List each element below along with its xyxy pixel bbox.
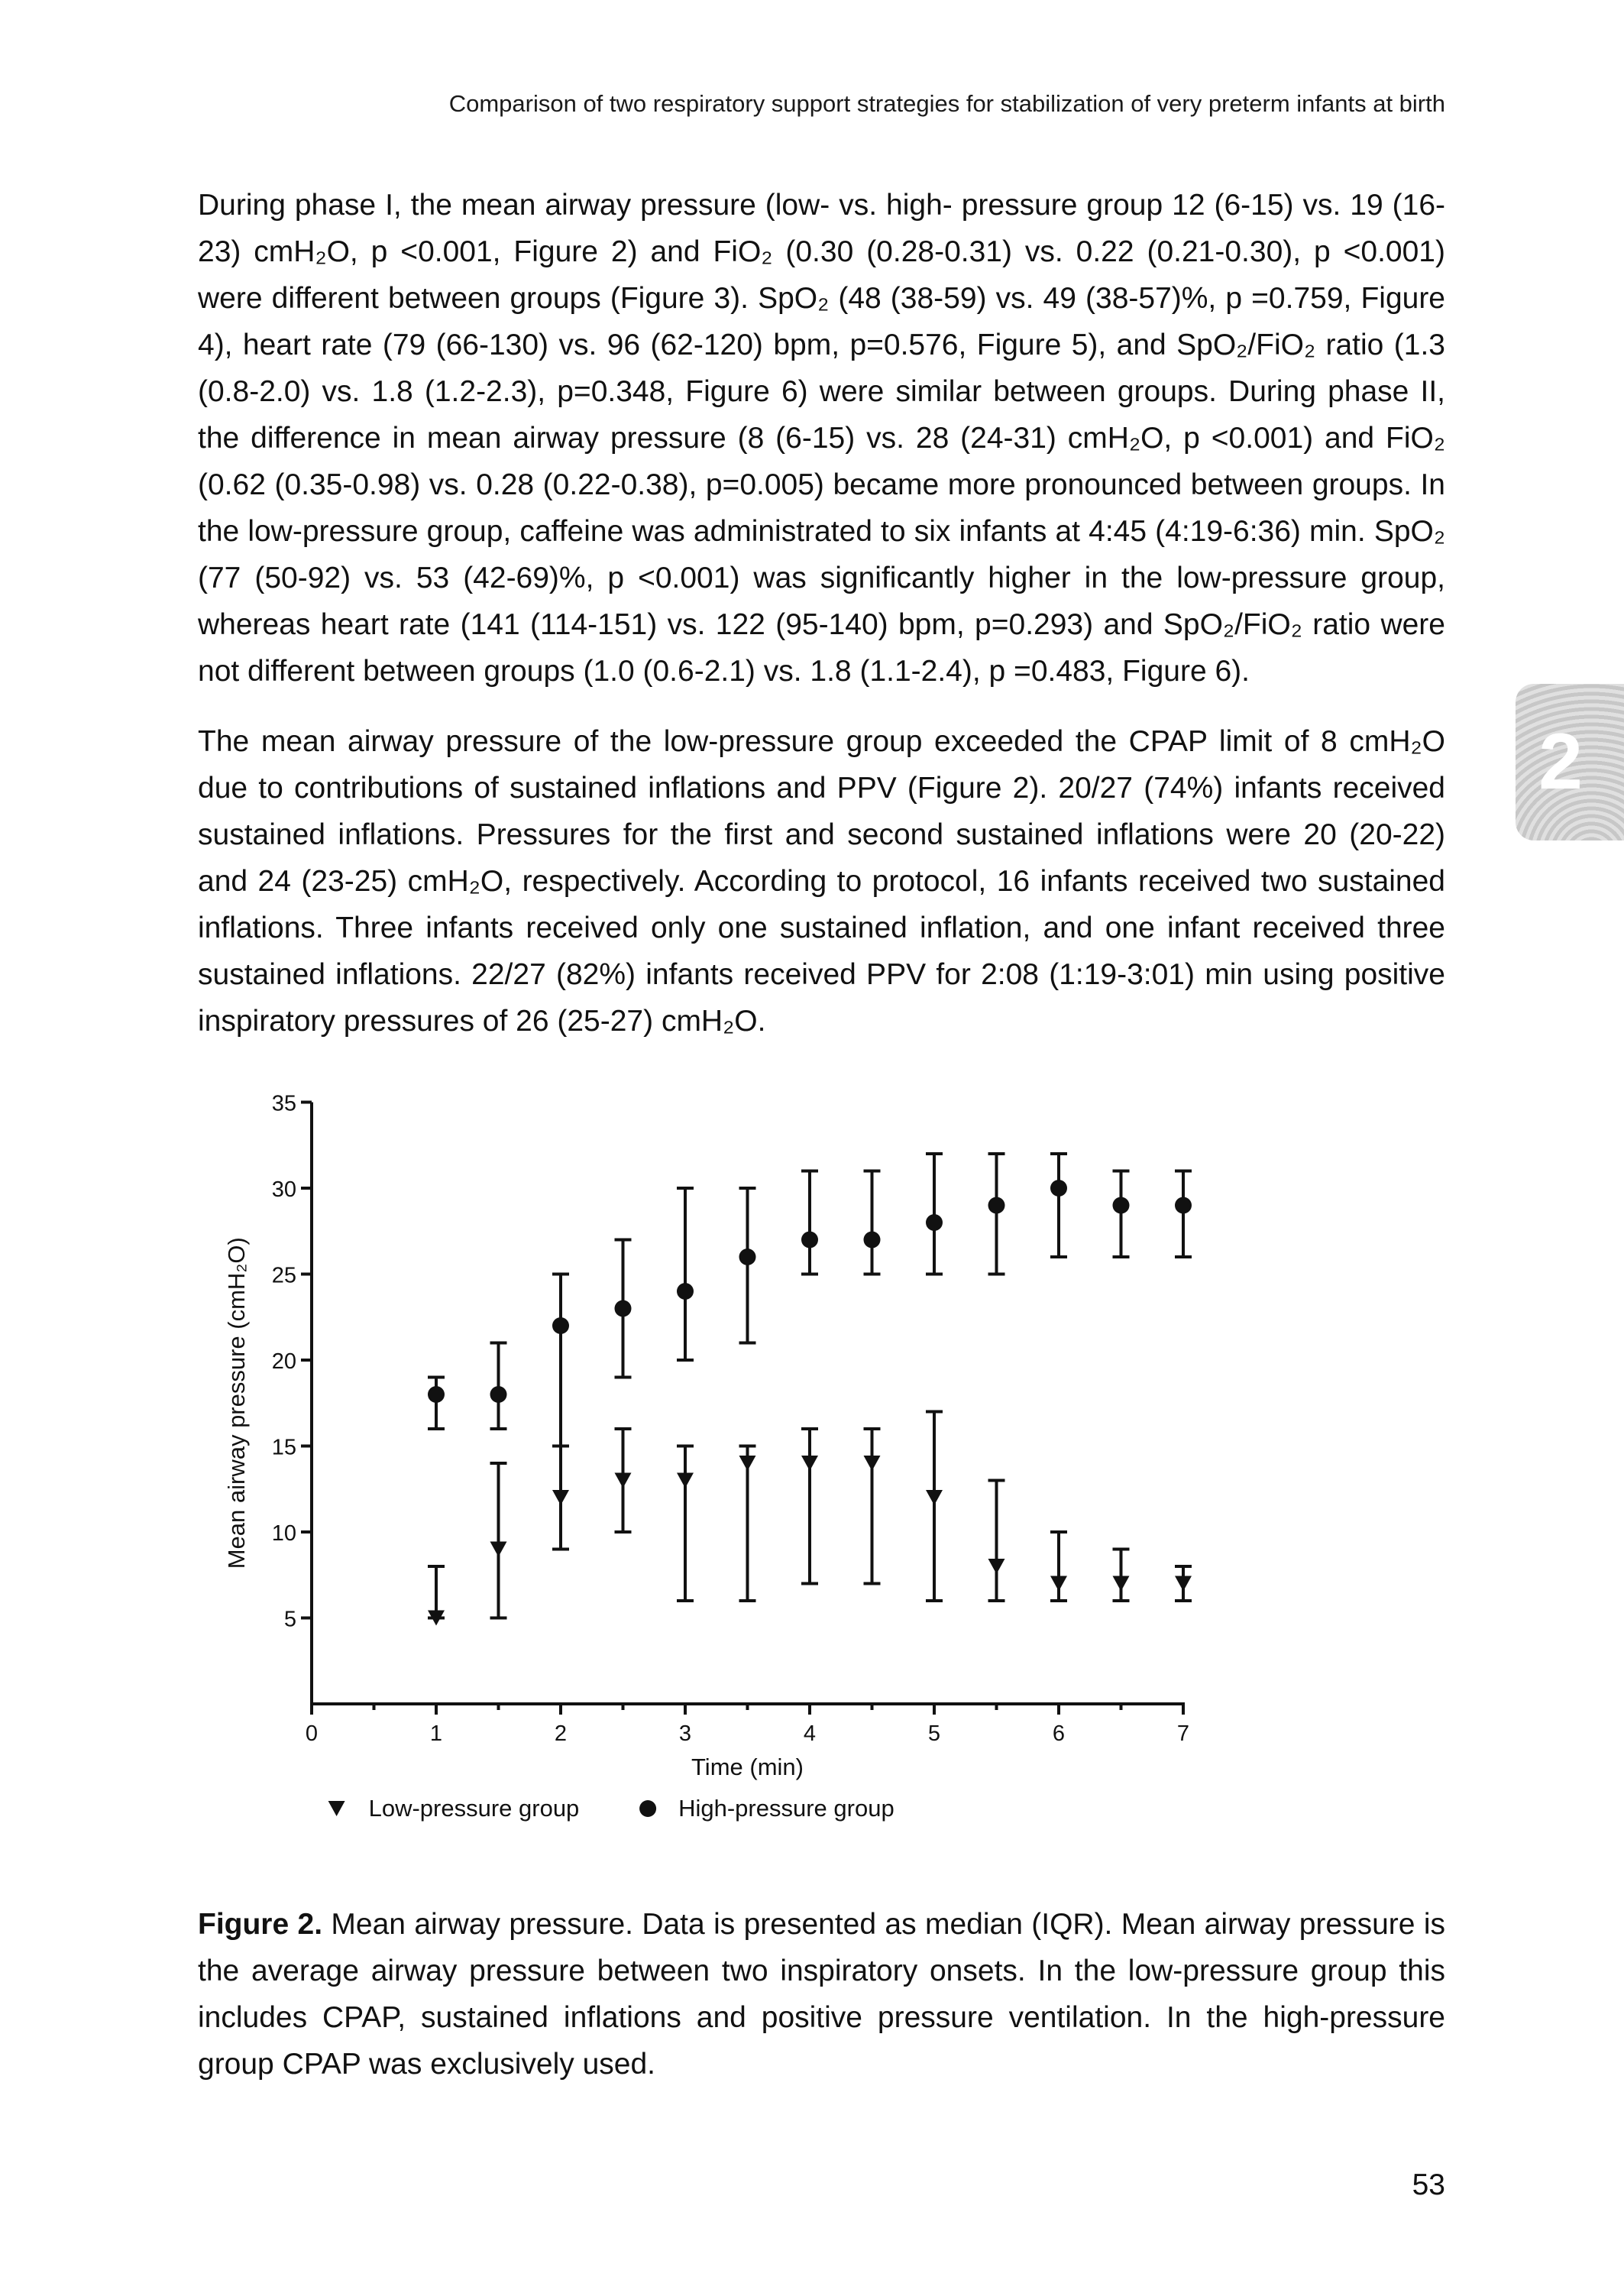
high-pressure-point [739,1249,756,1265]
low-pressure-point [490,1542,507,1557]
high-pressure-point [1113,1197,1130,1214]
mean-airway-pressure-chart [214,1070,1512,1857]
low-pressure-point [552,1490,569,1505]
y-tick-label: 15 [271,1435,296,1460]
x-tick-label: 3 [678,1721,692,1746]
high-pressure-point [988,1197,1005,1214]
legend-low-pressure-label: Low-pressure group [368,1795,580,1822]
x-axis-label: Time (min) [691,1754,804,1780]
paragraph-low-pressure-group: The mean airway pressure of the low-pressure group exceeded the CPAP limit of 8 cmH₂O due to contributions of sustained inflations and PPV (Figure 2). 20/27 (74%) infants received sustained inflations. Pressures for the first and second sustained inflations were 20 (20-22) and 24 (23-25) cmH₂O, respectively. According to protocol, 16 infants received two sustained inflations. Three infants received only one sustained inflation, and one infant received three sustained inflations. 22/27 (82%) infants received PPV for 2:08 (1:19-3:01) min using positive inspiratory pressures of 26 (25-27) cmH₂O. [198,725,1445,1038]
high-pressure-point [490,1386,507,1403]
y-tick-label: 20 [271,1349,296,1374]
page-number: 53 [1412,2168,1445,2201]
chapter-number: 2 [1538,717,1583,806]
high-pressure-point [615,1300,632,1317]
y-tick-label: 5 [283,1607,296,1632]
low-pressure-point [1050,1576,1067,1592]
x-tick-label: 4 [803,1721,817,1746]
high-pressure-point [1175,1197,1192,1214]
high-pressure-point [1050,1180,1067,1197]
low-pressure-point [801,1456,818,1471]
high-pressure-point [801,1232,818,1249]
x-tick-label: 2 [554,1721,568,1746]
x-tick-label: 0 [305,1721,319,1746]
low-pressure-point [1175,1576,1192,1592]
y-tick-label: 30 [271,1177,296,1202]
x-tick-label: 1 [429,1721,443,1746]
high-pressure-point [552,1317,569,1334]
x-tick-label: 7 [1176,1721,1190,1746]
y-tick-label: 35 [271,1091,296,1116]
running-header: Comparison of two respiratory support strategies for stabilization of very preterm infants at birth [448,90,1445,117]
legend-high-pressure-marker [639,1800,656,1817]
high-pressure-point [677,1283,694,1300]
paragraph-results-phases: During phase I, the mean airway pressure (low- vs. high- pressure group 12 (6-15) vs. 19 (16-23) cmH₂O, p <0.001, Figure 2) and FiO₂ (0.30 (0.28-0.31) vs. 0.22 (0.21-0.30), p <0.001) were different between groups (Figure 3). SpO₂ (48 (38-59) vs. 49 (38-57)%, p =0.759, Figure 4), heart rate (79 (66-130) vs. 96 (62-120) bpm, p=0.576, Figure 5), and SpO₂/FiO₂ ratio (1.3 (0.8-2.0) vs. 1.8 (1.2-2.3), p=0.348, Figure 6) were similar between groups. During phase II, the difference in mean airway pressure (8 (6-15) vs. 28 (24-31) cmH₂O, p <0.001) and FiO₂ (0.62 (0.35-0.98) vs. 0.28 (0.22-0.38), p=0.005) became more pronounced between groups. In the low-pressure group, caffeine was administrated to six infants at 4:45 (4:19-6:36) min. SpO₂ (77 (50-92) vs. 53 (42-69)%, p <0.001) was significantly higher in the low-pressure group, whereas heart rate (141 (114-151) vs. 122 (95-140) bpm, p=0.293) and SpO₂/FiO₂ ratio were not different between groups (1.0 (0.6-2.1) vs. 1.8 (1.1-2.4), p =0.483, Figure 6). [198,189,1445,688]
low-pressure-point [739,1456,756,1471]
y-tick-label: 10 [271,1521,296,1546]
low-pressure-point [864,1456,881,1471]
x-tick-label: 6 [1052,1721,1066,1746]
low-pressure-point [677,1473,694,1488]
low-pressure-point [1113,1576,1130,1592]
high-pressure-point [428,1386,445,1403]
chapter-tab [1516,684,1624,840]
figure-label: Figure 2. [198,1908,323,1941]
low-pressure-point [988,1559,1005,1574]
high-pressure-point [926,1214,943,1231]
low-pressure-point [615,1473,632,1488]
legend-high-pressure-label: High-pressure group [678,1795,894,1822]
figure-caption [198,1901,1445,2087]
low-pressure-point [926,1490,943,1505]
y-axis-label: Mean airway pressure (cmH₂O) [223,1237,250,1569]
y-tick-label: 25 [271,1263,296,1288]
high-pressure-point [864,1232,881,1249]
legend-low-pressure-marker [328,1801,345,1816]
figure-caption-text: Mean airway pressure. Data is presented as median (IQR). Mean airway pressure is the average airway pressure between two inspiratory onsets. In the low-pressure group this includes CPAP, sustained inflations and positive pressure ventilation. In the high-pressure group CPAP was exclusively used. [198,1908,1445,2081]
x-tick-label: 5 [927,1721,941,1746]
